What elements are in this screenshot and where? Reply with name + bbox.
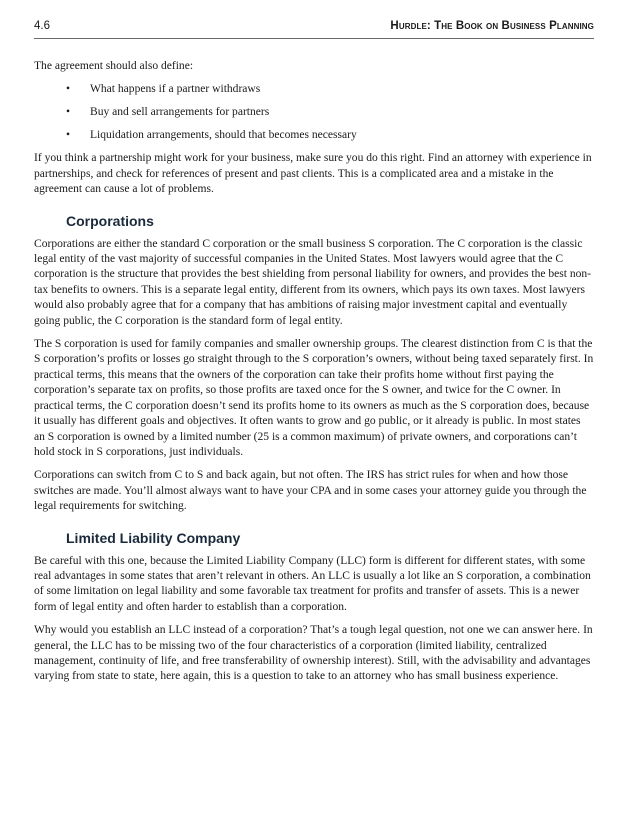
llc-paragraph-2: Why would you establish an LLC instead of a corporation? That’s a tough legal question, not one we can answer here. In general, the LLC has to be missing two of the four characteristics of a corporation (limited liability, centralized management, continuity of life, and free transferability of ownership interest). Still, with the advisability and advantages varying from state to state, here again, this is a question to take to an attorney who has small business experience.	[34, 624, 593, 683]
intro-lead: The agreement should also define:	[34, 60, 194, 72]
page-number: 4.6	[34, 20, 50, 32]
corporations-heading: Corporations	[66, 212, 154, 229]
running-header	[34, 18, 594, 39]
corporations-paragraph-2: The S corporation is used for family companies and smaller ownership groups. The clearest distinction from C is that the S corporation’s profits or losses go straight through to the S corporation’s owners, without being taxed separately first. In practical terms, this means that the owners of the corporation can take their profits home without first paying the corporation’s separate tax on profits, so those profits are taxed once for the S owner, and twice for the C owner. In practical terms, the C corporation doesn’t send its profits home to its owners as much as the S corporation does, because it usually has different goals and objectives. It often wants to grow and go public, or it already is public. In most states an S corporation is owned by a limited number (25 is a common maximum) of private owners, and corporations can’t hold stock in S corporations, just individuals.	[34, 338, 594, 458]
book-title: Hurdle: The Book on Business Planning	[390, 20, 594, 32]
corporations-paragraph-3: Corporations can switch from C to S and back again, but not often. The IRS has strict rules for when and how those switches are made. You’ll almost always want to have your CPA and in some cases your attorney guide you through the legal requirements for switching.	[34, 469, 587, 513]
llc-paragraph-1: Be careful with this one, because the Limited Liability Company (LLC) form is different for different states, with some real advantages in some states that aren’t relevant in others. An LLC is usually a lot like an S corporation, a combination of some limitation on legal liability and some favorable tax treatment for profits and transfer of assets. This is a newer form of legal entity and often harder to establish than a corporation.	[34, 554, 591, 613]
list-item: • Liquidation arrangements, should that becomes necessary	[34, 128, 594, 143]
page-body	[34, 59, 594, 693]
llc-heading: Limited Liability Company	[66, 529, 241, 546]
bullet-icon: •	[66, 106, 71, 119]
agreement-list	[34, 82, 594, 143]
partnership-paragraph: If you think a partnership might work for your business, make sure you do this right. Find an attorney with experience in partnerships, and check for references of present and past clients. This is a complicated area and a mistake in the agreement can cause a lot of problems.	[34, 152, 592, 196]
list-item: • What happens if a partner withdraws	[34, 82, 594, 97]
bullet-icon: •	[66, 129, 71, 142]
list-item: • Buy and sell arrangements for partners	[34, 105, 594, 120]
corporations-paragraph-1: Corporations are either the standard C corporation or the small business S corporation. The C corporation is the classic legal entity of the vast majority of successful companies in the United States. Most lawyers would agree that the C corporation is the structure that provides the best shielding from personal liability for owners, and provides the best non-tax benefits to owners. This is a separate legal entity, different from its owners, which pays its own taxes. Most lawyers would also probably agree that for a company that has ambitions of raising major investment capital and eventually going public, the C corporation is the standard form of legal entity.	[34, 237, 592, 327]
bullet-icon: •	[66, 83, 71, 96]
